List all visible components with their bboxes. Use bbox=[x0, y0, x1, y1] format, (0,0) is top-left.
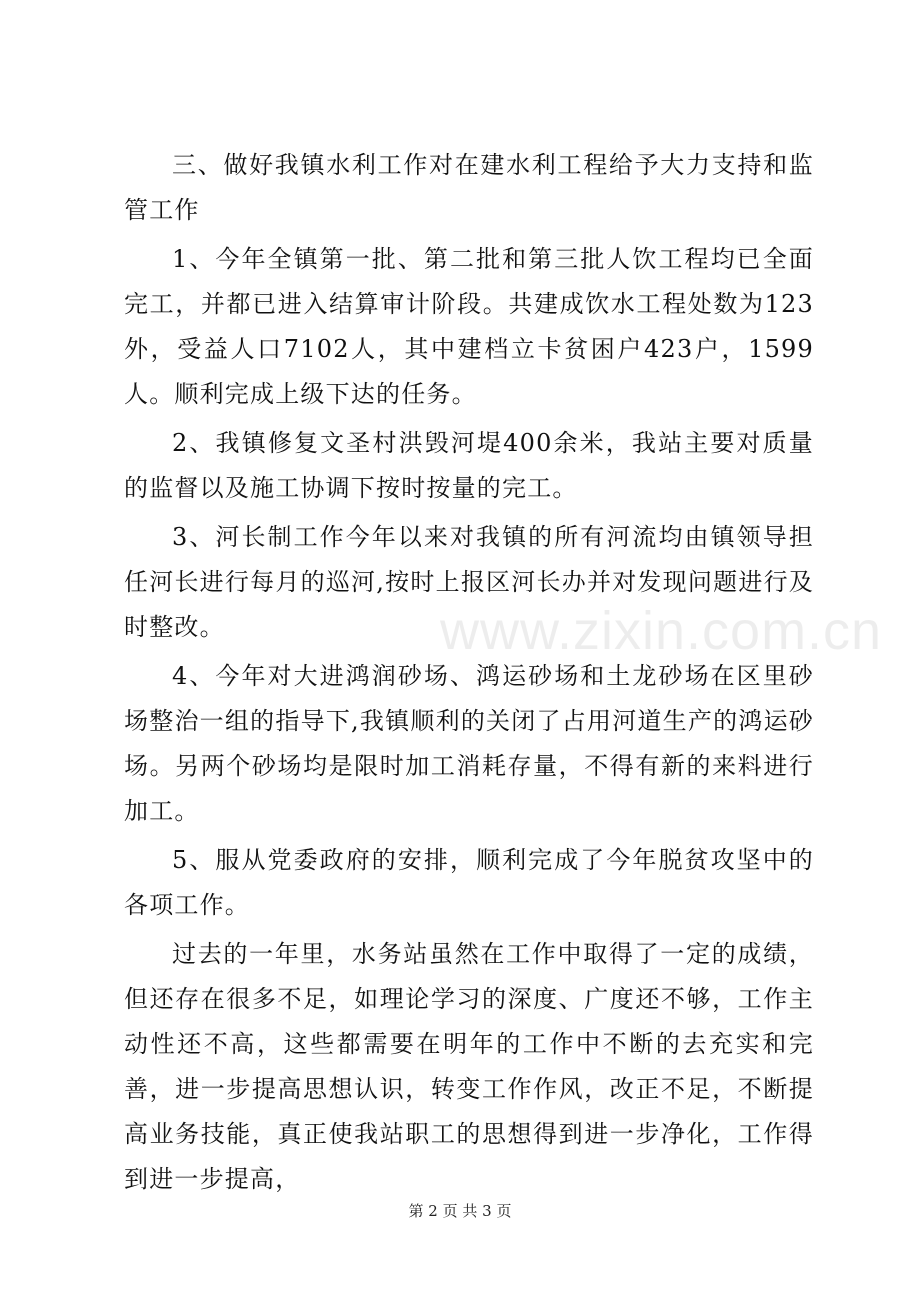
paragraph-item-2: 2、我镇修复文圣村洪毁河堤400余米，我站主要对质量的监督以及施工协调下按时按量的完工。 bbox=[124, 429, 814, 502]
document-body bbox=[124, 143, 814, 1202]
section-heading: 三、做好我镇水利工作对在建水利工程给予大力支持和监管工作 bbox=[124, 151, 814, 224]
summary-paragraph: 过去的一年里，水务站虽然在工作中取得了一定的成绩，但还存在很多不足，如理论学习的深度、广度还不够，工作主动性还不高，这些都需要在明年的工作中不断的去充实和完善，进一步提高思想认识，转变工作作风，改正不足，不断提高业务技能，真正使我站职工的思想得到进一步净化，工作得到进一步提高， bbox=[124, 940, 814, 1193]
paragraph-item-3: 3、河长制工作今年以来对我镇的所有河流均由镇领导担任河长进行每月的巡河,按时上报区河长办并对发现问题进行及时整改。 bbox=[124, 523, 814, 641]
paragraph-item-5: 5、服从党委政府的安排，顺利完成了今年脱贫攻坚中的各项工作。 bbox=[124, 846, 814, 919]
paragraph-item-4: 4、今年对大进鸿润砂场、鸿运砂场和土龙砂场在区里砂场整治一组的指导下,我镇顺利的关闭了占用河道生产的鸿运砂场。另两个砂场均是限时加工消耗存量，不得有新的来料进行加工。 bbox=[124, 662, 814, 825]
page-footer: 第 2 页 共 3 页 bbox=[408, 1202, 512, 1220]
watermark-text: www.zixin.com.cn bbox=[440, 601, 883, 661]
paragraph-item-1: 1、今年全镇第一批、第二批和第三批人饮工程均已全面完工，并都已进入结算审计阶段。共建成饮水工程处数为123外，受益人口7102人，其中建档立卡贫困户423户，1599人。顺利完成上级下达的任务。 bbox=[124, 245, 814, 408]
